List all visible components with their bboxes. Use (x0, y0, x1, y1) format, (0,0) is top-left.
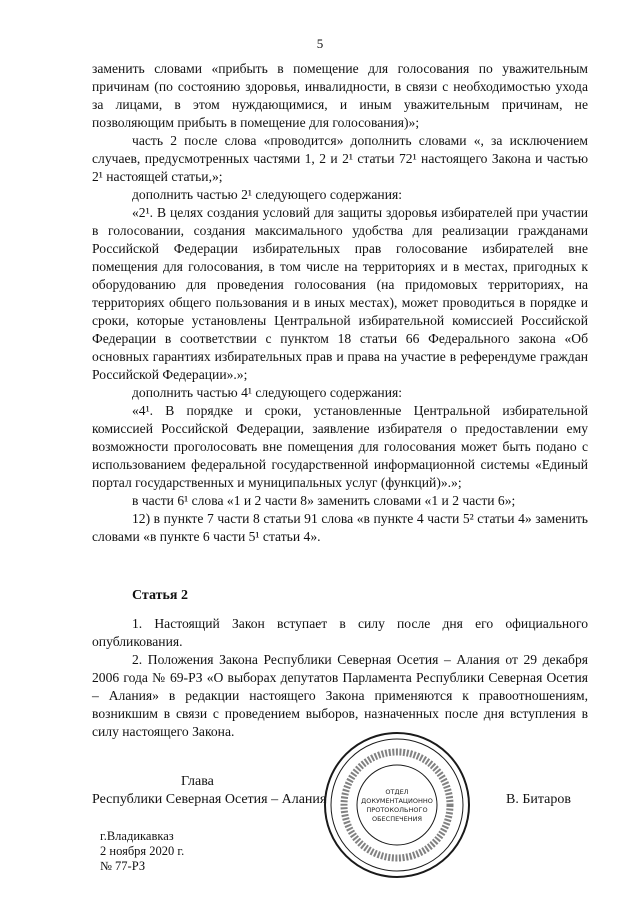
amendments-text (92, 60, 588, 546)
paragraph: заменить словами «прибыть в помещение для голосования по уважительным причинам (по состоянию здоровья, инвалидности, в связи с необходимостью ухода за лицами, в этом нуждающимися, и иным уважительным причинам, не позволяющим прибыть в помещение для голосования)»; (92, 61, 588, 130)
article-text (92, 615, 588, 741)
paragraph: 1. Настоящий Закон вступает в силу после дня его официального опубликования. (92, 616, 588, 649)
paragraph: «2¹. В целях создания условий для защиты здоровья избирателей при участии в голосовании, создания максимального удобства для реализации гражданами Российской Федерации избирательных прав голосование избирателей вне помещения для голосования, в том числе на территориях и в местах, пригодных к оборудованию для проведения голосования (на придомовых территориях, на территориях общего пользования и в иных местах), может проводиться в порядке и сроки, которые установлены Центральной избирательной комиссией Российской Федерации в соответствии с пунктом 18 статьи 66 Федерального закона «Об основных гарантиях избирательных прав и права на участие в референдуме граждан Российской Федерации».»; (92, 205, 588, 382)
paragraph: «4¹. В порядке и сроки, установленные Центральной избирательной комиссией Российской Федерации, заявление избирателя о предоставлении ему возможности проголосовать вне помещения для голосования может быть подано с использованием федеральной государственной информационной системы «Единый портал государственных и муниципальных услуг (функций)».»; (92, 403, 588, 490)
date: 2 ноября 2020 г. (100, 844, 185, 858)
paragraph: 12) в пункте 7 части 8 статьи 91 слова «в пункте 4 части 5² статьи 4» заменить словами «в пункте 6 части 5¹ статьи 4». (92, 511, 588, 544)
signatory-name: В. Битаров (506, 792, 571, 807)
seal-text: ПРОТОКОЛЬНОГО (366, 806, 428, 814)
page-number: 5 (316, 36, 324, 51)
signature-org: Республики Северная Осетия – Алания (92, 792, 327, 807)
paragraph: в части 6¹ слова «1 и 2 части 8» заменить словами «1 и 2 части 6»; (132, 493, 516, 508)
official-seal-stamp (322, 730, 472, 880)
paragraph: часть 2 после слова «проводится» дополнить словами «, за исключением случаев, предусмотренных частями 1, 2 и 2¹ статьи 72¹ настоящего Закона и частью 2¹ настоящей статьи,»; (92, 133, 588, 184)
place-date-number (100, 829, 184, 874)
paragraph: дополнить частью 2¹ следующего содержания: (132, 187, 403, 202)
seal-text: ОБЕСПЕЧЕНИЯ (371, 815, 423, 823)
paragraph: дополнить частью 4¹ следующего содержания: (132, 385, 403, 400)
paragraph: 2. Положения Закона Республики Северная Осетия – Алания от 29 декабря 2006 года № 69-РЗ «О выборах депутатов Парламента Республики Северная Осетия – Алания» в редакции настоящего Закона применяются к правоотношениям, возникшим в связи с проведением выборов, назначенных после дня вступления в силу настоящего Закона. (92, 652, 588, 739)
signature-title: Глава (181, 774, 214, 789)
article-heading: Статья 2 (132, 588, 188, 603)
seal-text: ОТДЕЛ (385, 788, 409, 796)
city: г.Владикавказ (100, 829, 174, 843)
seal-text: ДОКУМЕНТАЦИОННО (361, 797, 433, 805)
law-number: № 77-РЗ (100, 859, 146, 873)
